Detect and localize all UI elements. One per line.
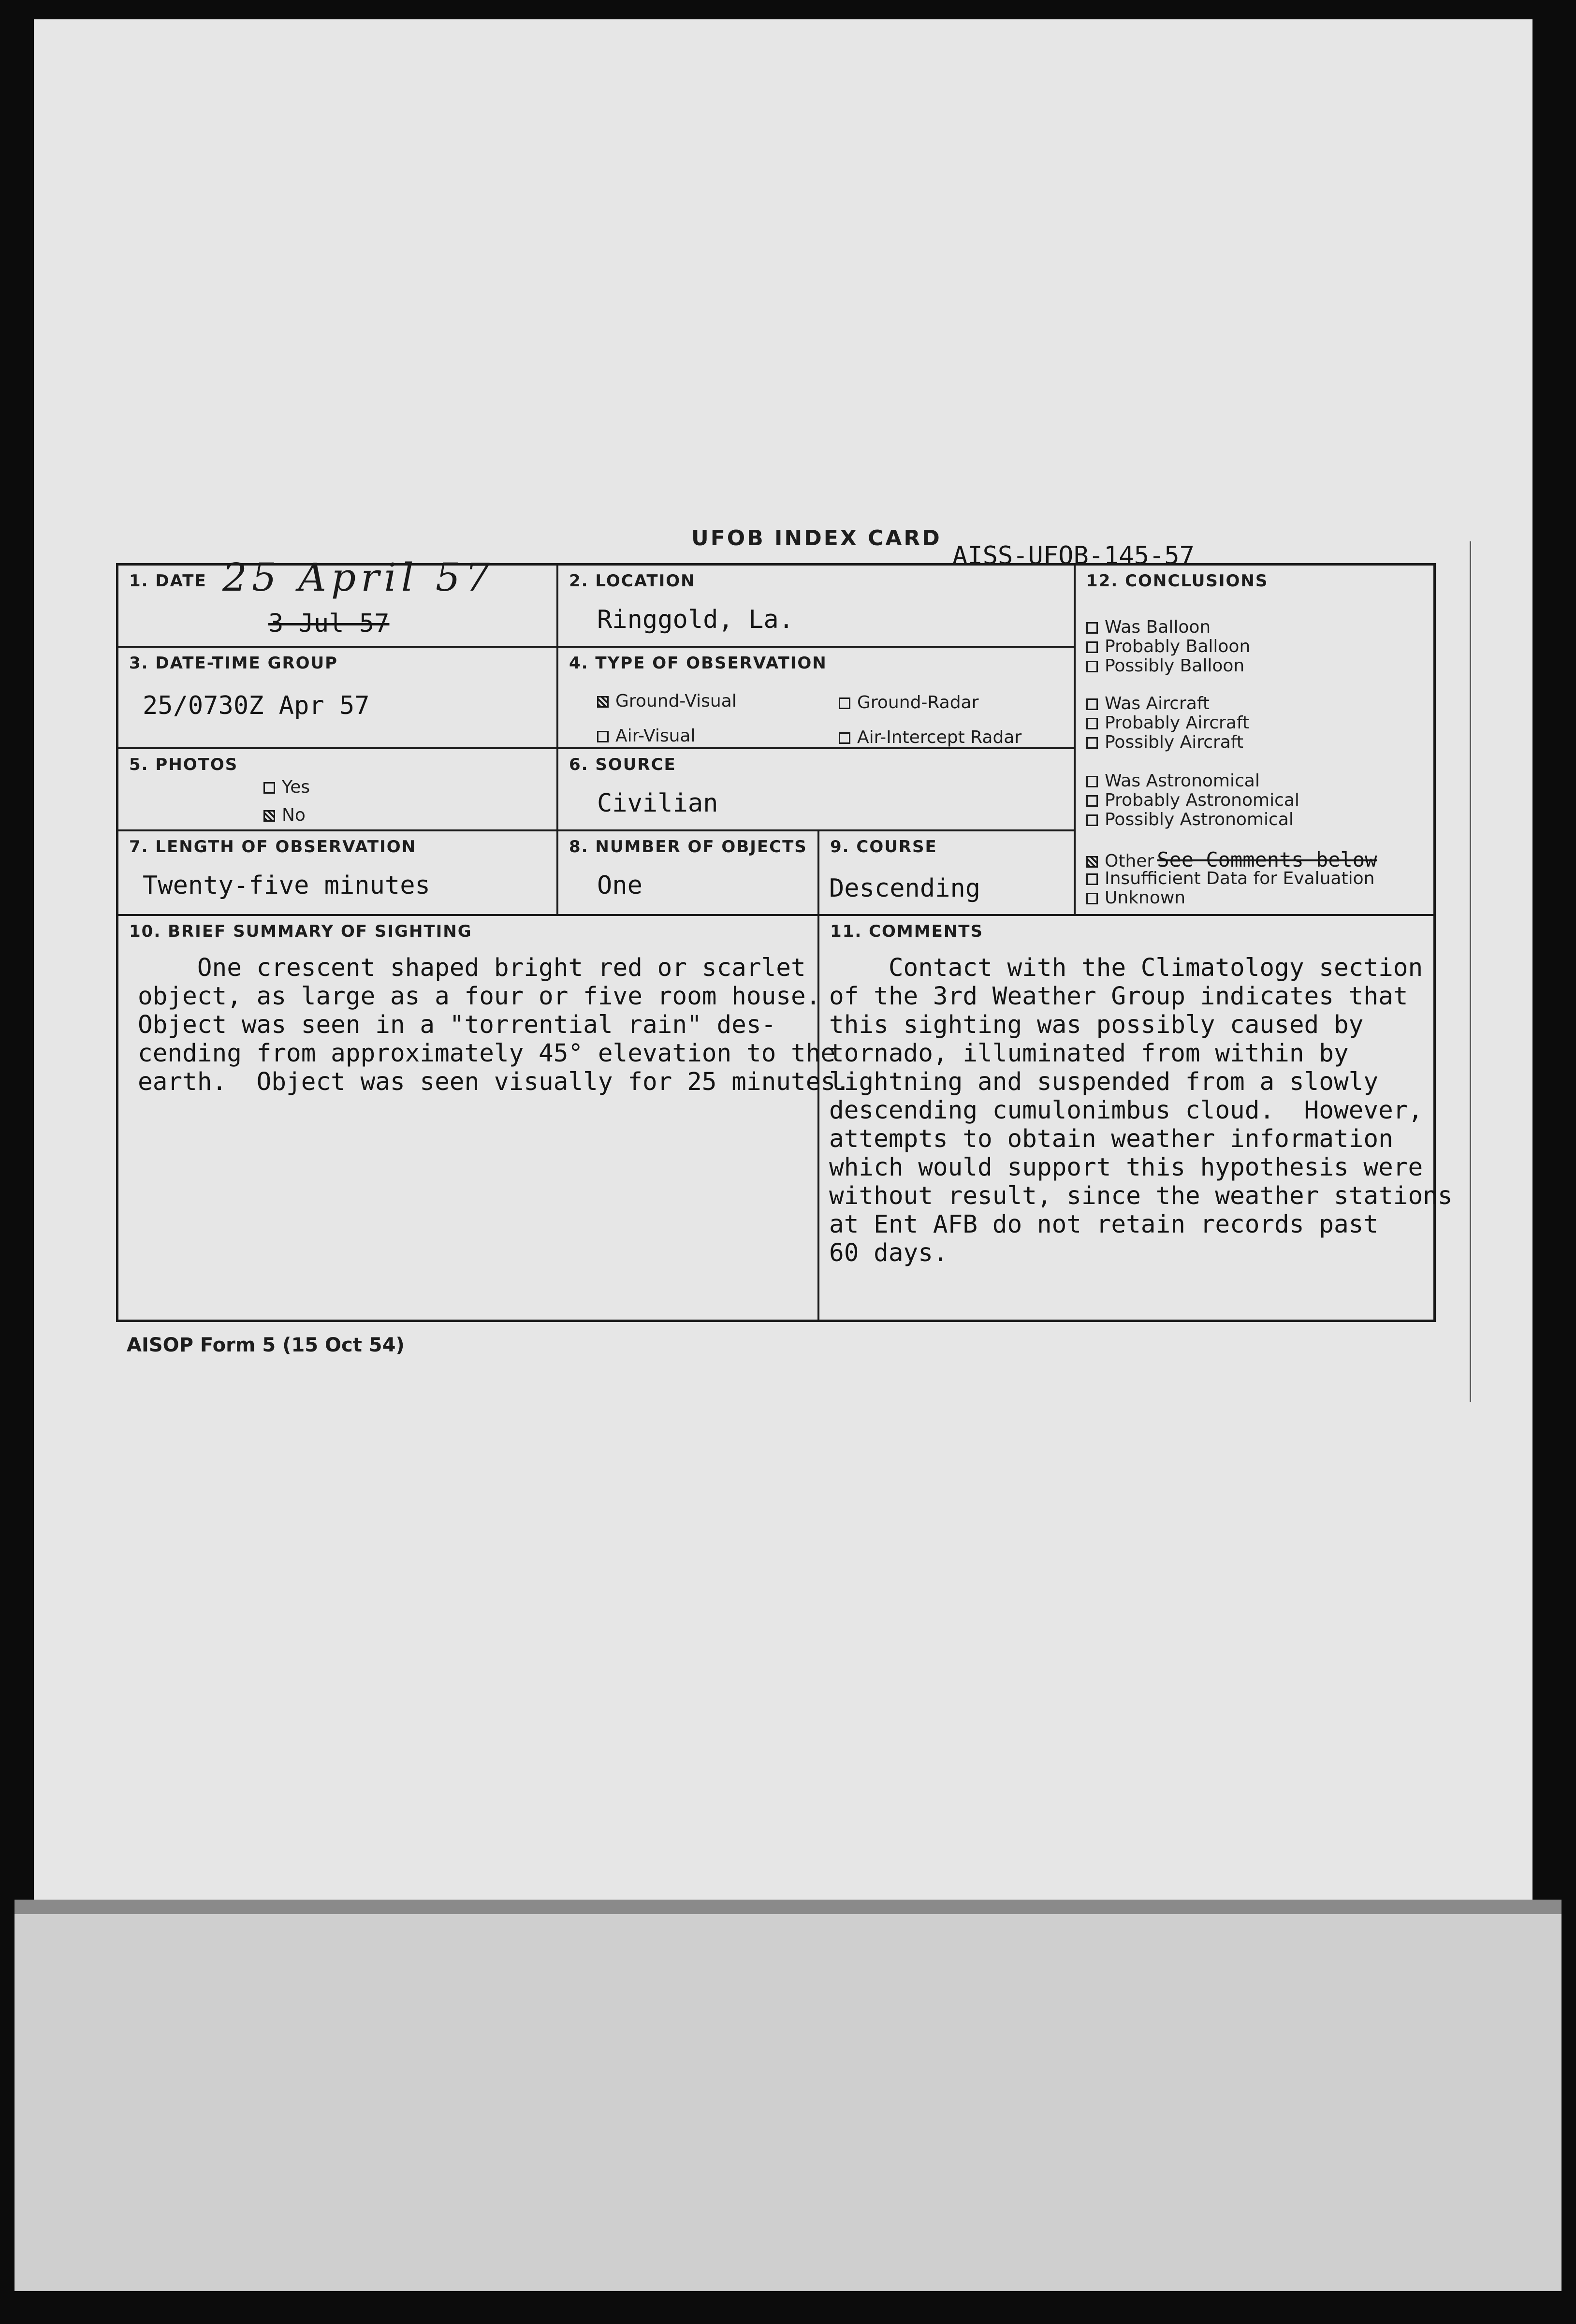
- length-cell: [118, 831, 558, 916]
- file-number: AISS-UFOB-145-57: [952, 541, 1195, 570]
- checkbox-icon: [1086, 661, 1098, 672]
- comments-line: of the 3rd Weather Group indicates that: [829, 982, 1408, 1011]
- summary-line: cending from approximately 45° elevation to the: [138, 1039, 836, 1068]
- margin-rule: [1470, 541, 1471, 1402]
- lower-sheet: [15, 1914, 1561, 2291]
- concl-unknown: Unknown: [1086, 889, 1185, 907]
- comments-line: 60 days.: [829, 1239, 948, 1267]
- date-cell: [118, 555, 558, 648]
- comments-line: attempts to obtain weather information: [829, 1125, 1393, 1153]
- course-value: Descending: [829, 874, 981, 903]
- concl-probably-astronomical: Probably Astronomical: [1086, 792, 1299, 809]
- checkbox-icon: [1086, 718, 1098, 729]
- summary-cell: [118, 916, 850, 1322]
- concl-possibly-astronomical: Possibly Astronomical: [1086, 811, 1294, 828]
- summary-line: One crescent shaped bright red or scarlet: [138, 954, 806, 982]
- checkbox-icon: [597, 731, 609, 742]
- summary-text: [138, 954, 850, 1096]
- type-cell: [558, 648, 1076, 749]
- comments-line: this sighting was possibly caused by: [829, 1011, 1364, 1039]
- date-handwritten: 25 April 57: [222, 555, 495, 600]
- conclusions-cell: [1076, 566, 1436, 916]
- summary-line: earth. Object was seen visually for 25 minutes.: [138, 1068, 850, 1096]
- objects-label: 8. NUMBER OF OBJECTS: [569, 837, 807, 857]
- checkbox-icon: [839, 732, 850, 744]
- concl-probably-aircraft: Probably Aircraft: [1086, 714, 1249, 732]
- checkbox-icon: [1086, 698, 1098, 710]
- comments-line: without result, since the weather stations: [829, 1182, 1453, 1210]
- location-label: 2. LOCATION: [569, 571, 696, 591]
- course-label: 9. COURSE: [830, 837, 937, 857]
- checkbox-icon: [839, 697, 850, 709]
- length-label: 7. LENGTH OF OBSERVATION: [129, 837, 417, 857]
- option-ground-visual: Ground-Visual: [597, 691, 737, 711]
- option-photos-no: No: [263, 805, 306, 825]
- checkbox-icon: [1086, 814, 1098, 826]
- comments-text: [829, 954, 1453, 1267]
- concl-possibly-aircraft: Possibly Aircraft: [1086, 734, 1243, 751]
- conclusions-label: 12. CONCLUSIONS: [1086, 571, 1269, 591]
- location-value: Ringgold, La.: [597, 605, 794, 634]
- source-label: 6. SOURCE: [569, 755, 676, 774]
- form-footer: AISOP Form 5 (15 Oct 54): [127, 1334, 405, 1356]
- checkbox-checked-icon: [597, 696, 609, 708]
- checkbox-icon: [1086, 737, 1098, 749]
- summary-line: Object was seen in a "torrential rain" des-: [138, 1011, 776, 1039]
- concl-insufficient-data: Insufficient Data for Evaluation: [1086, 870, 1374, 887]
- comments-line: which would support this hypothesis were: [829, 1153, 1423, 1182]
- concl-was-balloon: Was Balloon: [1086, 619, 1211, 636]
- card-title: UFOB INDEX CARD: [691, 526, 942, 551]
- checkbox-icon: [1086, 641, 1098, 653]
- checkbox-icon: [1086, 622, 1098, 634]
- length-value: Twenty-five minutes: [143, 871, 430, 900]
- location-cell: [558, 566, 1076, 648]
- objects-cell: [558, 831, 819, 916]
- checkbox-icon: [1086, 893, 1098, 904]
- objects-value: One: [597, 871, 642, 900]
- source-value: Civilian: [597, 789, 718, 818]
- option-photos-yes: Yes: [263, 777, 310, 797]
- source-cell: [558, 749, 1076, 831]
- dtg-cell: [118, 648, 558, 749]
- checkbox-icon: [263, 782, 275, 794]
- dtg-label: 3. DATE-TIME GROUP: [129, 654, 338, 673]
- checkbox-icon: [1086, 795, 1098, 807]
- comments-line: at Ent AFB do not retain records past: [829, 1210, 1379, 1239]
- concl-was-aircraft: Was Aircraft: [1086, 695, 1210, 712]
- comments-line: Contact with the Climatology section: [829, 954, 1423, 982]
- comments-cell: [819, 916, 1453, 1322]
- concl-probably-balloon: Probably Balloon: [1086, 638, 1250, 655]
- comments-label: 11. COMMENTS: [830, 922, 983, 941]
- option-ground-radar: Ground-Radar: [839, 693, 978, 712]
- summary-label: 10. BRIEF SUMMARY OF SIGHTING: [129, 922, 472, 941]
- dtg-value: 25/0730Z Apr 57: [143, 691, 370, 720]
- type-label: 4. TYPE OF OBSERVATION: [569, 654, 827, 673]
- checkbox-icon: [1086, 873, 1098, 885]
- option-air-visual: Air-Visual: [597, 726, 695, 746]
- comments-line: lightning and suspended from a slowly: [829, 1068, 1379, 1096]
- concl-other-note: See Comments below: [1157, 848, 1377, 872]
- photos-cell: [118, 749, 558, 831]
- concl-was-astronomical: Was Astronomical: [1086, 772, 1260, 790]
- checkbox-checked-icon: [1086, 856, 1098, 868]
- photos-label: 5. PHOTOS: [129, 755, 238, 774]
- course-cell: [819, 831, 1076, 916]
- checkbox-icon: [1086, 776, 1098, 787]
- concl-possibly-balloon: Possibly Balloon: [1086, 657, 1244, 675]
- option-air-intercept-radar: Air-Intercept Radar: [839, 727, 1021, 747]
- date-label: 1. DATE: [129, 571, 207, 591]
- date-typed-struck: 3 Jul 57: [268, 609, 390, 638]
- checkbox-checked-icon: [263, 810, 275, 822]
- concl-other: Other See Comments below: [1086, 850, 1377, 870]
- comments-line: tornado, illuminated from within by: [829, 1039, 1349, 1068]
- comments-line: descending cumulonimbus cloud. However,: [829, 1096, 1423, 1125]
- summary-line: object, as large as a four or five room house.: [138, 982, 821, 1011]
